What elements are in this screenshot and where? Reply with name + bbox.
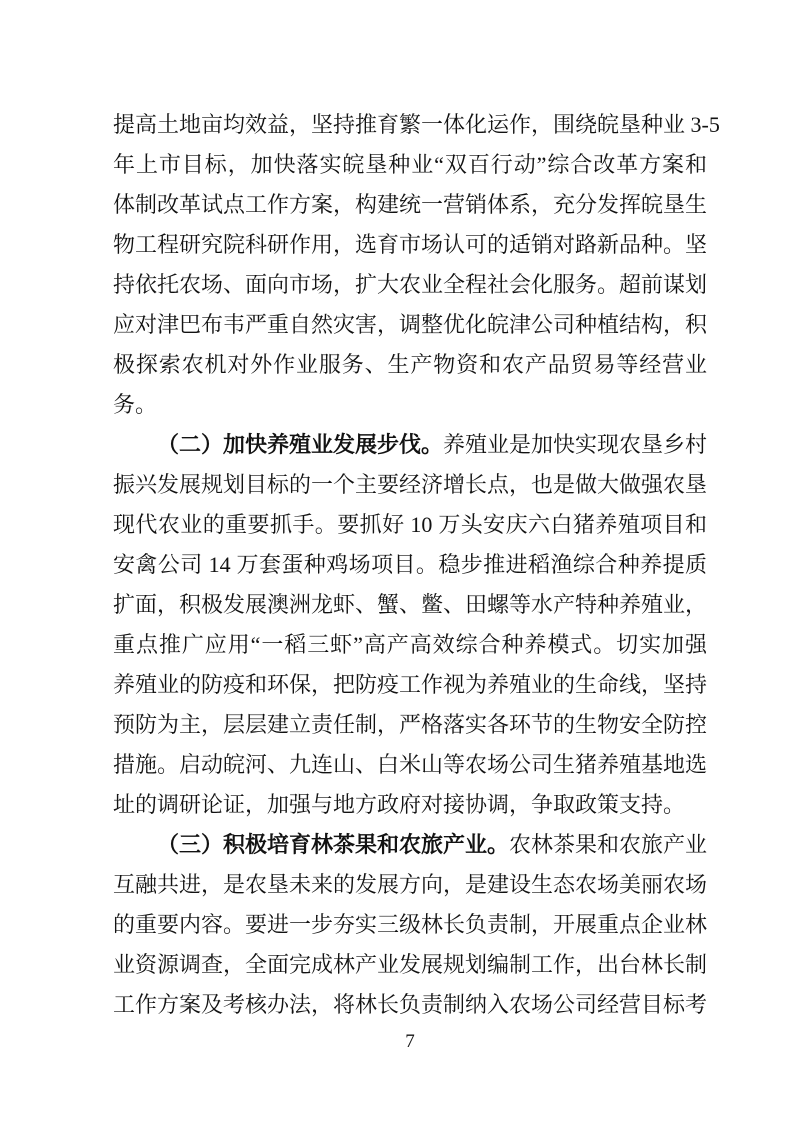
text-line: 工作方案及考核办法，将林长负责制纳入农场公司经营目标考 bbox=[113, 992, 708, 1017]
paragraph-section-3 bbox=[113, 825, 707, 1025]
text-block bbox=[113, 105, 720, 1025]
text-line: 互融共进，是农垦未来的发展方向，是建设生态农场美丽农场 bbox=[113, 872, 708, 897]
text-line: 重点推广应用“一稻三虾”高产高效综合种养模式。切实加强 bbox=[113, 632, 707, 657]
paragraph-section-2 bbox=[113, 425, 707, 825]
text-line: 预防为主，层层建立责任制，严格落实各环节的生物安全防控 bbox=[113, 712, 708, 737]
text-line: 物工程研究院科研作用，选育市场认可的适销对路新品种。坚 bbox=[113, 232, 708, 257]
text-line: 的重要内容。要进一步夯实三级林长负责制，开展重点企业林 bbox=[113, 912, 708, 937]
text-line: 应对津巴布韦严重自然灾害，调整优化皖津公司种植结构，积 bbox=[113, 312, 708, 337]
text-line: 现代农业的重要抓手。要抓好 10 万头安庆六白猪养殖项目和 bbox=[113, 512, 707, 537]
text-line: 体制改革试点工作方案，构建统一营销体系，充分发挥皖垦生 bbox=[113, 192, 708, 217]
text-line-section-heading bbox=[113, 825, 707, 865]
text-line: 提高土地亩均效益，坚持推育繁一体化运作，围绕皖垦种业 3-5 bbox=[113, 112, 720, 137]
text-line: 极探索农机对外作业服务、生产物资和农产品贸易等经营业 bbox=[113, 352, 707, 377]
section-heading-rest: 养殖业是加快实现农垦乡村 bbox=[443, 432, 708, 457]
text-line-paragraph-end: 址的调研论证，加强与地方政府对接协调，争取政策支持。 bbox=[113, 792, 686, 817]
text-line: 年上市目标，加快落实皖垦种业“双百行动”综合改革方案和 bbox=[113, 152, 707, 177]
paragraph-continuation bbox=[113, 105, 720, 425]
text-line-paragraph-end: 务。 bbox=[113, 392, 158, 417]
text-line: 养殖业的防疫和环保，把防疫工作视为养殖业的生命线，坚持 bbox=[113, 672, 708, 697]
text-line: 振兴发展规划目标的一个主要经济增长点，也是做大做强农垦 bbox=[113, 472, 708, 497]
section-heading-bold: （三）积极培育林茶果和农旅产业。 bbox=[157, 832, 510, 857]
section-heading-bold: （二）加快养殖业发展步伐。 bbox=[157, 432, 444, 457]
text-line: 业资源调查，全面完成林产业发展规划编制工作，出台林长制 bbox=[113, 952, 708, 977]
text-line: 措施。启动皖河、九连山、白米山等农场公司生猪养殖基地选 bbox=[113, 752, 708, 777]
text-line: 扩面，积极发展澳洲龙虾、蟹、鳖、田螺等水产特种养殖业， bbox=[113, 592, 708, 617]
page-number: 7 bbox=[405, 1031, 415, 1052]
text-line-section-heading bbox=[113, 425, 707, 465]
section-heading-rest: 农林茶果和农旅产业 bbox=[509, 832, 708, 857]
text-line: 持依托农场、面向市场，扩大农业全程社会化服务。超前谋划 bbox=[113, 272, 708, 297]
text-line: 安禽公司 14 万套蛋种鸡场项目。稳步推进稻渔综合种养提质 bbox=[113, 552, 707, 577]
